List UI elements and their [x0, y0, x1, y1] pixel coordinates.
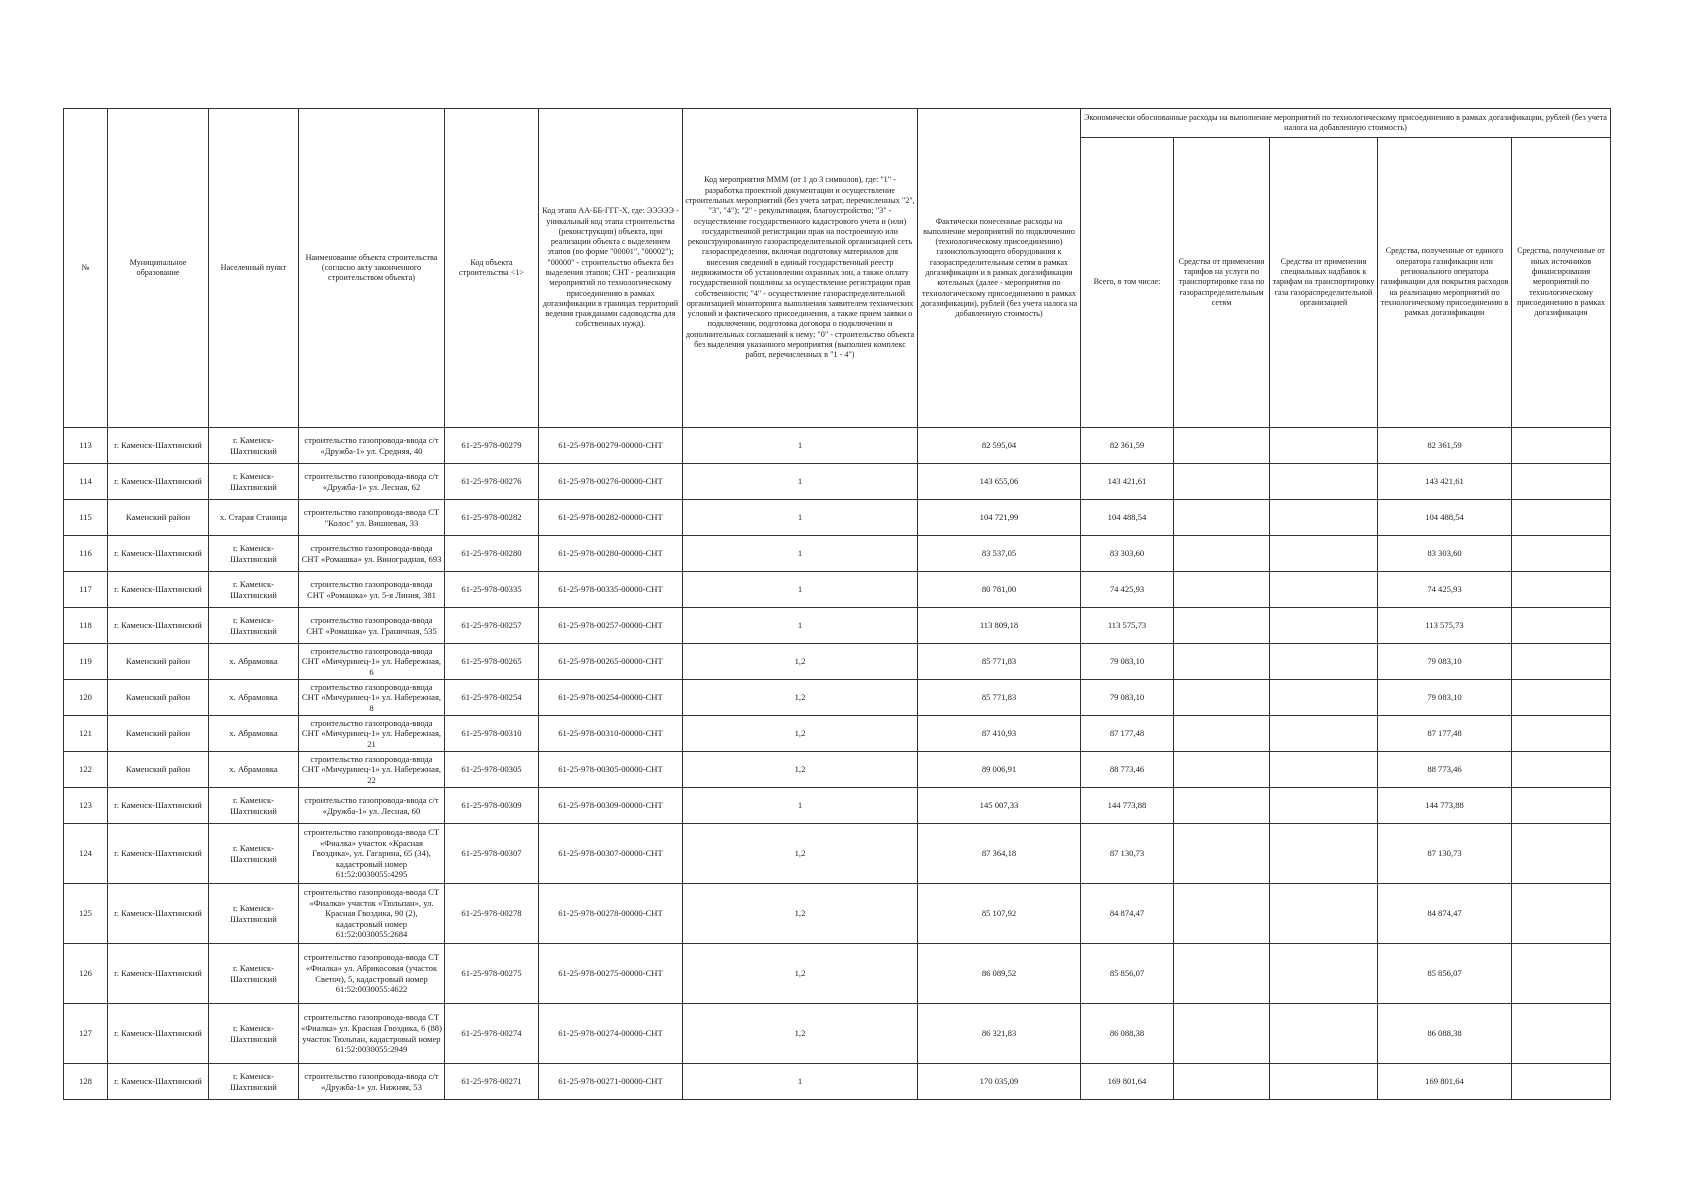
cell-other-sources [1512, 500, 1611, 536]
cell-locality: г. Каменск-Шахтинский [209, 824, 299, 884]
cell-single-operator: 82 361,59 [1378, 428, 1512, 464]
cell-actual-costs: 104 721,99 [918, 500, 1081, 536]
cell-tariff-transport [1174, 944, 1270, 1004]
cell-special-markups [1270, 944, 1378, 1004]
table-row [64, 536, 1611, 572]
cell-municipality: г. Каменск-Шахтинский [108, 536, 209, 572]
cell-tariff-transport [1174, 884, 1270, 944]
cell-locality: х. Абрамовка [209, 716, 299, 752]
cell-stage-code: 61-25-978-00278-00000-СНТ [539, 884, 683, 944]
cell-actual-costs: 145 007,33 [918, 788, 1081, 824]
table-row [64, 884, 1611, 944]
cell-num: 122 [64, 752, 108, 788]
cell-object-code: 61-25-978-00276 [445, 464, 539, 500]
table-row [64, 464, 1611, 500]
col-header-object-name: Наименование объекта строительства (согласно акту законченного строительством объекта) [299, 109, 445, 428]
cell-activity-code: 1,2 [683, 644, 918, 680]
cell-num: 120 [64, 680, 108, 716]
cell-object-name: строительство газопровода-ввода СНТ «Мичуринец-1» ул. Набережная, 6 [299, 644, 445, 680]
cell-actual-costs: 83 537,05 [918, 536, 1081, 572]
cell-object-name: строительство газопровода-ввода с/т «Дружба-1» ул. Средняя, 40 [299, 428, 445, 464]
cell-municipality: Каменский район [108, 500, 209, 536]
cell-locality: х. Абрамовка [209, 680, 299, 716]
col-header-stage-code: Код этапа АА-ББ-ГГГ-Х, где: ЭЭЭЭЭ - уникальный код этапа строительства (реконструкции) объекта, при реализации объекта с выделением этапов (по форме "00001", "00002"); "00000" - строительство объекта без выделения этапов; СНТ - реализация мероприятий по технологическому присоединению в рамках догазификации в границах территорий ведения гражданами садоводства для собственных нужд). [539, 109, 683, 428]
table-row [64, 824, 1611, 884]
cell-actual-costs: 85 107,92 [918, 884, 1081, 944]
table-row [64, 716, 1611, 752]
cell-other-sources [1512, 608, 1611, 644]
cell-actual-costs: 170 035,09 [918, 1064, 1081, 1100]
cell-activity-code: 1,2 [683, 1004, 918, 1064]
cell-total: 113 575,73 [1081, 608, 1174, 644]
cell-total: 74 425,93 [1081, 572, 1174, 608]
cell-actual-costs: 85 771,83 [918, 680, 1081, 716]
cell-single-operator: 85 856,07 [1378, 944, 1512, 1004]
cell-stage-code: 61-25-978-00254-00000-СНТ [539, 680, 683, 716]
cell-object-name: строительство газопровода-ввода СНТ «Мичуринец-1» ул. Набережная, 22 [299, 752, 445, 788]
cell-total: 79 083,10 [1081, 680, 1174, 716]
cell-actual-costs: 82 595,04 [918, 428, 1081, 464]
cell-activity-code: 1 [683, 572, 918, 608]
cell-tariff-transport [1174, 824, 1270, 884]
cell-activity-code: 1 [683, 608, 918, 644]
cell-activity-code: 1,2 [683, 752, 918, 788]
cell-actual-costs: 86 321,83 [918, 1004, 1081, 1064]
cell-object-code: 61-25-978-00279 [445, 428, 539, 464]
cell-activity-code: 1,2 [683, 944, 918, 1004]
cell-special-markups [1270, 644, 1378, 680]
cell-object-name: строительство газопровода-ввода СТ «Фиалка» ул. Красная Гвоздика, 6 (88) участок Тюльпан, кадастровый номер 61:52:0030055:2949 [299, 1004, 445, 1064]
cell-municipality: Каменский район [108, 644, 209, 680]
cell-tariff-transport [1174, 1004, 1270, 1064]
cell-locality: г. Каменск-Шахтинский [209, 788, 299, 824]
table-row [64, 788, 1611, 824]
table-row [64, 572, 1611, 608]
cell-stage-code: 61-25-978-00335-00000-СНТ [539, 572, 683, 608]
cell-special-markups [1270, 500, 1378, 536]
cell-single-operator: 86 088,38 [1378, 1004, 1512, 1064]
cell-object-name: строительство газопровода-ввода СНТ «Мичуринец-1» ул. Набережная, 21 [299, 716, 445, 752]
cell-tariff-transport [1174, 1064, 1270, 1100]
cell-other-sources [1512, 1004, 1611, 1064]
cell-tariff-transport [1174, 428, 1270, 464]
cell-locality: г. Каменск-Шахтинский [209, 1004, 299, 1064]
cell-total: 144 773,88 [1081, 788, 1174, 824]
cell-other-sources [1512, 536, 1611, 572]
cell-locality: г. Каменск-Шахтинский [209, 572, 299, 608]
cell-actual-costs: 86 089,52 [918, 944, 1081, 1004]
cell-stage-code: 61-25-978-00309-00000-СНТ [539, 788, 683, 824]
col-header-single-operator: Средства, полученные от единого оператора газификации или регионального оператора газификации для покрытия расходов на реализацию мероприятий по технологическому присоединению в рамках догазификации [1378, 138, 1512, 428]
cell-single-operator: 143 421,61 [1378, 464, 1512, 500]
cell-actual-costs: 87 410,93 [918, 716, 1081, 752]
cell-stage-code: 61-25-978-00275-00000-СНТ [539, 944, 683, 1004]
cell-num: 117 [64, 572, 108, 608]
cell-tariff-transport [1174, 608, 1270, 644]
cell-object-code: 61-25-978-00271 [445, 1064, 539, 1100]
table-row [64, 1004, 1611, 1064]
cell-object-name: строительство газопровода-ввода с/т «Дружба-1» ул. Нижняя, 53 [299, 1064, 445, 1100]
cell-special-markups [1270, 884, 1378, 944]
cell-stage-code: 61-25-978-00282-00000-СНТ [539, 500, 683, 536]
col-header-activity-code: Код мероприятия МММ (от 1 до 3 символов), где: "1" - разработка проектной документации и осуществление строительных мероприятий (без учета затрат, перечисленных "2", "3", "4"); "2" - рекультивация, благоустройство; "3" - осуществление государственного кадастрового учета и (или) государственной регистрации прав на построенную или реконструированную газораспределительной организацией сеть газораспределения, включая подготовку материалов для внесения сведений в единый государственный реестр недвижимости об установлении охранных зон, а также оплату государственной пошлины за осуществление регистрации прав собственности; "4" - осуществление газораспределительной организацией мониторинга выполнения заявителем технических условий и фактического присоединения, а также прием заявки о подключении, подготовка договора о подключении и дополнительных соглашений к нему; "0" - строительство объекта без выделения указанного мероприятия (выполнен комплекс работ, перечисленных в "1 - 4") [683, 109, 918, 428]
cell-municipality: г. Каменск-Шахтинский [108, 608, 209, 644]
table-row [64, 500, 1611, 536]
cell-object-name: строительство газопровода-ввода СТ «Фиалка» ул. Абрикосовая (участок Светоч), 5, кадастровый номер 61:52:0030055:4622 [299, 944, 445, 1004]
cell-single-operator: 79 083,10 [1378, 680, 1512, 716]
cell-object-code: 61-25-978-00310 [445, 716, 539, 752]
cell-special-markups [1270, 752, 1378, 788]
cell-other-sources [1512, 1064, 1611, 1100]
cell-activity-code: 1,2 [683, 884, 918, 944]
cell-single-operator: 88 773,46 [1378, 752, 1512, 788]
cell-tariff-transport [1174, 752, 1270, 788]
cell-object-code: 61-25-978-00265 [445, 644, 539, 680]
cell-special-markups [1270, 1064, 1378, 1100]
cell-tariff-transport [1174, 788, 1270, 824]
cell-object-name: строительство газопровода-ввода СТ «Фиалка» участок «Красная Гвоздика», ул. Гагарина, 65 (34), кадастровый номер 61:52:0030055:4295 [299, 824, 445, 884]
cell-special-markups [1270, 1004, 1378, 1064]
col-header-special-markups: Средства от применения специальных надбавок к тарифам на транспортировку газа газораспределительной организацией [1270, 138, 1378, 428]
cell-num: 113 [64, 428, 108, 464]
cell-num: 124 [64, 824, 108, 884]
cell-num: 127 [64, 1004, 108, 1064]
cell-single-operator: 83 303,60 [1378, 536, 1512, 572]
cell-municipality: г. Каменск-Шахтинский [108, 572, 209, 608]
cell-tariff-transport [1174, 716, 1270, 752]
cell-municipality: г. Каменск-Шахтинский [108, 884, 209, 944]
cell-activity-code: 1 [683, 536, 918, 572]
cell-special-markups [1270, 536, 1378, 572]
cell-single-operator: 113 575,73 [1378, 608, 1512, 644]
cell-num: 114 [64, 464, 108, 500]
cell-single-operator: 84 874,47 [1378, 884, 1512, 944]
cell-single-operator: 169 801,64 [1378, 1064, 1512, 1100]
cell-other-sources [1512, 824, 1611, 884]
cell-municipality: г. Каменск-Шахтинский [108, 944, 209, 1004]
cell-locality: г. Каменск-Шахтинский [209, 464, 299, 500]
cell-total: 82 361,59 [1081, 428, 1174, 464]
cell-special-markups [1270, 608, 1378, 644]
cell-stage-code: 61-25-978-00305-00000-СНТ [539, 752, 683, 788]
table-row [64, 944, 1611, 1004]
table-row [64, 680, 1611, 716]
cell-single-operator: 87 130,73 [1378, 824, 1512, 884]
cell-other-sources [1512, 752, 1611, 788]
col-header-municipality: Муниципальное образование [108, 109, 209, 428]
table-row [64, 1064, 1611, 1100]
cell-locality: г. Каменск-Шахтинский [209, 944, 299, 1004]
cell-stage-code: 61-25-978-00274-00000-СНТ [539, 1004, 683, 1064]
cell-activity-code: 1,2 [683, 680, 918, 716]
cell-actual-costs: 87 364,18 [918, 824, 1081, 884]
cell-num: 116 [64, 536, 108, 572]
cell-object-code: 61-25-978-00280 [445, 536, 539, 572]
cell-municipality: Каменский район [108, 752, 209, 788]
cell-total: 143 421,61 [1081, 464, 1174, 500]
cell-object-code: 61-25-978-00307 [445, 824, 539, 884]
cell-object-code: 61-25-978-00335 [445, 572, 539, 608]
cell-actual-costs: 89 006,91 [918, 752, 1081, 788]
col-header-locality: Населенный пункт [209, 109, 299, 428]
cell-single-operator: 104 488,54 [1378, 500, 1512, 536]
cell-actual-costs: 80 781,00 [918, 572, 1081, 608]
cell-other-sources [1512, 572, 1611, 608]
cell-municipality: г. Каменск-Шахтинский [108, 464, 209, 500]
cell-stage-code: 61-25-978-00310-00000-СНТ [539, 716, 683, 752]
cell-special-markups [1270, 788, 1378, 824]
cell-activity-code: 1,2 [683, 716, 918, 752]
cell-actual-costs: 85 771,83 [918, 644, 1081, 680]
cell-locality: х. Абрамовка [209, 644, 299, 680]
cell-total: 83 303,60 [1081, 536, 1174, 572]
cell-tariff-transport [1174, 500, 1270, 536]
cell-object-name: строительство газопровода-ввода СТ «Фиалка» участок «Тюльпан», ул. Красная Гвоздика, 90 (2), кадастровый номер 61:52:0030055:2684 [299, 884, 445, 944]
cell-stage-code: 61-25-978-00276-00000-СНТ [539, 464, 683, 500]
cell-locality: г. Каменск-Шахтинский [209, 428, 299, 464]
cell-object-name: строительство газопровода-ввода СНТ «Ромашка» ул. Виноградная, 693 [299, 536, 445, 572]
cell-actual-costs: 143 655,06 [918, 464, 1081, 500]
cell-num: 121 [64, 716, 108, 752]
cell-activity-code: 1 [683, 788, 918, 824]
col-header-total: Всего, в том числе: [1081, 138, 1174, 428]
cell-object-name: строительство газопровода-ввода с/т «Дружба-1» ул. Лесная, 60 [299, 788, 445, 824]
cell-stage-code: 61-25-978-00271-00000-СНТ [539, 1064, 683, 1100]
cell-locality: г. Каменск-Шахтинский [209, 884, 299, 944]
table-row [64, 428, 1611, 464]
table-row [64, 752, 1611, 788]
cell-tariff-transport [1174, 644, 1270, 680]
table-row [64, 608, 1611, 644]
cell-num: 123 [64, 788, 108, 824]
cell-other-sources [1512, 884, 1611, 944]
cell-object-code: 61-25-978-00257 [445, 608, 539, 644]
col-header-tariff-transport: Средства от применения тарифов на услуги по транспортировке газа по газораспределительным сетям [1174, 138, 1270, 428]
cell-num: 128 [64, 1064, 108, 1100]
cell-object-code: 61-25-978-00305 [445, 752, 539, 788]
cell-stage-code: 61-25-978-00280-00000-СНТ [539, 536, 683, 572]
cell-special-markups [1270, 716, 1378, 752]
cell-stage-code: 61-25-978-00307-00000-СНТ [539, 824, 683, 884]
cell-total: 169 801,64 [1081, 1064, 1174, 1100]
cell-other-sources [1512, 464, 1611, 500]
cell-municipality: г. Каменск-Шахтинский [108, 1064, 209, 1100]
gasification-costs-table [63, 108, 1611, 1100]
cell-object-code: 61-25-978-00274 [445, 1004, 539, 1064]
table-row [64, 644, 1611, 680]
cell-other-sources [1512, 716, 1611, 752]
cell-stage-code: 61-25-978-00279-00000-СНТ [539, 428, 683, 464]
table-header [64, 109, 1611, 428]
cell-municipality: г. Каменск-Шахтинский [108, 788, 209, 824]
cell-total: 84 874,47 [1081, 884, 1174, 944]
cell-locality: г. Каменск-Шахтинский [209, 536, 299, 572]
cell-single-operator: 144 773,88 [1378, 788, 1512, 824]
cell-actual-costs: 113 809,18 [918, 608, 1081, 644]
cell-tariff-transport [1174, 572, 1270, 608]
cell-object-name: строительство газопровода-ввода СНТ «Ромашка» ул. 5-я Линия, 381 [299, 572, 445, 608]
cell-single-operator: 87 177,48 [1378, 716, 1512, 752]
col-header-num: № [64, 109, 108, 428]
cell-stage-code: 61-25-978-00265-00000-СНТ [539, 644, 683, 680]
cell-stage-code: 61-25-978-00257-00000-СНТ [539, 608, 683, 644]
cell-object-name: строительство газопровода-ввода СТ "Колос" ул. Вишневая, 33 [299, 500, 445, 536]
cell-special-markups [1270, 572, 1378, 608]
cell-single-operator: 74 425,93 [1378, 572, 1512, 608]
cell-total: 88 773,46 [1081, 752, 1174, 788]
cell-total: 87 177,48 [1081, 716, 1174, 752]
cell-single-operator: 79 083,10 [1378, 644, 1512, 680]
cell-activity-code: 1 [683, 1064, 918, 1100]
cell-special-markups [1270, 824, 1378, 884]
cell-locality: х. Старая Станица [209, 500, 299, 536]
cell-tariff-transport [1174, 536, 1270, 572]
cell-total: 87 130,73 [1081, 824, 1174, 884]
col-header-other-sources: Средства, полученные от иных источников финансирования мероприятий по технологическому присоединению в рамках догазификации [1512, 138, 1611, 428]
cell-activity-code: 1 [683, 464, 918, 500]
cell-object-code: 61-25-978-00275 [445, 944, 539, 1004]
cell-num: 115 [64, 500, 108, 536]
cell-num: 118 [64, 608, 108, 644]
cell-other-sources [1512, 644, 1611, 680]
cell-total: 86 088,38 [1081, 1004, 1174, 1064]
cell-municipality: Каменский район [108, 680, 209, 716]
cell-total: 85 856,07 [1081, 944, 1174, 1004]
cell-object-name: строительство газопровода-ввода СНТ «Мичуринец-1» ул. Набережная, 8 [299, 680, 445, 716]
col-header-economic-group: Экономически обоснованные расходы на выполнение мероприятий по технологическому присоединению в рамках догазификации, рублей (без учета налога на добавленную стоимость) [1081, 109, 1611, 138]
cell-other-sources [1512, 944, 1611, 1004]
col-header-actual-costs: Фактически понесенные расходы на выполнение мероприятий по подключению (технологическому присоединению) газоиспользующего оборудования к газораспределительным сетям в рамках догазификации и в рамках догазификации котельных (далее - мероприятия по технологическому присоединению в рамках догазификации), рублей (без учета налога на добавленную стоимость) [918, 109, 1081, 428]
cell-other-sources [1512, 680, 1611, 716]
cell-tariff-transport [1174, 680, 1270, 716]
cell-object-name: строительство газопровода-ввода с/т «Дружба-1» ул. Лесная, 62 [299, 464, 445, 500]
cell-num: 126 [64, 944, 108, 1004]
cell-special-markups [1270, 428, 1378, 464]
table-body [64, 428, 1611, 1100]
cell-num: 119 [64, 644, 108, 680]
col-header-object-code: Код объекта строительства <1> [445, 109, 539, 428]
cell-municipality: г. Каменск-Шахтинский [108, 428, 209, 464]
cell-locality: х. Абрамовка [209, 752, 299, 788]
cell-activity-code: 1 [683, 428, 918, 464]
cell-object-name: строительство газопровода-ввода СНТ «Ромашка» ул. Граничная, 535 [299, 608, 445, 644]
cell-num: 125 [64, 884, 108, 944]
cell-special-markups [1270, 680, 1378, 716]
cell-object-code: 61-25-978-00282 [445, 500, 539, 536]
cell-locality: г. Каменск-Шахтинский [209, 608, 299, 644]
cell-municipality: г. Каменск-Шахтинский [108, 1004, 209, 1064]
cell-object-code: 61-25-978-00309 [445, 788, 539, 824]
cell-municipality: Каменский район [108, 716, 209, 752]
cell-activity-code: 1,2 [683, 824, 918, 884]
cell-other-sources [1512, 428, 1611, 464]
cell-total: 104 488,54 [1081, 500, 1174, 536]
cell-object-code: 61-25-978-00254 [445, 680, 539, 716]
cell-total: 79 083,10 [1081, 644, 1174, 680]
cell-tariff-transport [1174, 464, 1270, 500]
cell-special-markups [1270, 464, 1378, 500]
cell-activity-code: 1 [683, 500, 918, 536]
cell-municipality: г. Каменск-Шахтинский [108, 824, 209, 884]
cell-object-code: 61-25-978-00278 [445, 884, 539, 944]
cell-locality: г. Каменск-Шахтинский [209, 1064, 299, 1100]
cell-other-sources [1512, 788, 1611, 824]
